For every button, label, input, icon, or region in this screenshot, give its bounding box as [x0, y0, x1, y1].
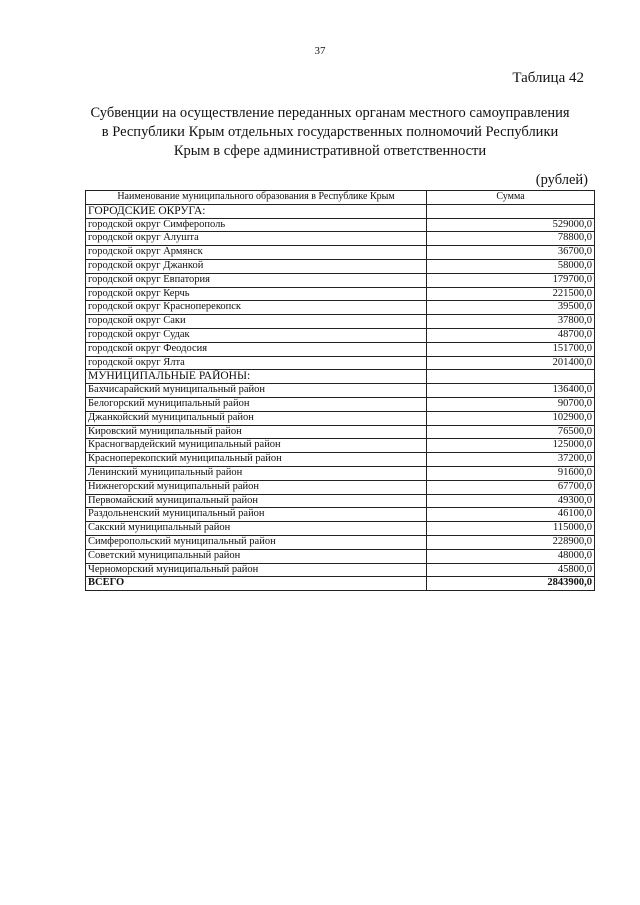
- table-row: [86, 315, 595, 329]
- title-line: Субвенции на осуществление переданных органам местного самоуправления: [90, 105, 570, 121]
- row-name: Кировский муниципальный район: [86, 425, 427, 439]
- row-amount: 115000,0: [427, 522, 595, 536]
- row-amount: 102900,0: [427, 411, 595, 425]
- table-row: [86, 384, 595, 398]
- row-name: Сакский муниципальный район: [86, 522, 427, 536]
- table-row: [86, 411, 595, 425]
- table-row: [86, 439, 595, 453]
- row-amount: 45800,0: [427, 563, 595, 577]
- table-row: [86, 232, 595, 246]
- row-name: Ленинский муниципальный район: [86, 466, 427, 480]
- row-amount: 49300,0: [427, 494, 595, 508]
- table-row: [86, 328, 595, 342]
- table-row: [86, 522, 595, 536]
- table-row: [86, 494, 595, 508]
- total-row: [86, 577, 595, 591]
- table-row: [86, 549, 595, 563]
- row-amount: 48700,0: [427, 328, 595, 342]
- units-label: (рублей): [535, 172, 588, 188]
- row-name: городской округ Красноперекопск: [86, 301, 427, 315]
- title-line: Крым в сфере административной ответственности: [173, 143, 487, 159]
- row-name: городской округ Ялта: [86, 356, 427, 370]
- row-name: Раздольненский муниципальный район: [86, 508, 427, 522]
- table-row: [86, 259, 595, 273]
- table-row: [86, 563, 595, 577]
- row-name: Красноперекопский муниципальный район: [86, 453, 427, 467]
- row-name: Нижнегорский муниципальный район: [86, 480, 427, 494]
- section-label: ГОРОДСКИЕ ОКРУГА:: [86, 204, 427, 218]
- table-header-row: [86, 191, 595, 205]
- table-label: Таблица 42: [512, 70, 584, 86]
- section-row-districts: [86, 370, 595, 384]
- row-name: городской округ Алушта: [86, 232, 427, 246]
- table-row: [86, 453, 595, 467]
- table-row: [86, 246, 595, 260]
- row-amount: 221500,0: [427, 287, 595, 301]
- row-name: ВСЕГО: [86, 577, 427, 591]
- row-name: Симферопольский муниципальный район: [86, 535, 427, 549]
- table-row: [86, 480, 595, 494]
- row-amount: 39500,0: [427, 301, 595, 315]
- row-amount: 37800,0: [427, 315, 595, 329]
- table-row: [86, 535, 595, 549]
- row-name: городской округ Саки: [86, 315, 427, 329]
- row-amount: 228900,0: [427, 535, 595, 549]
- table-row: [86, 356, 595, 370]
- row-name: Белогорский муниципальный район: [86, 397, 427, 411]
- row-name: Черноморский муниципальный район: [86, 563, 427, 577]
- header-name: Наименование муниципального образования в Республике Крым: [86, 191, 427, 205]
- title-line: в Республики Крым отдельных государственных полномочий Республики: [101, 124, 559, 140]
- table-row: [86, 287, 595, 301]
- table-row: [86, 425, 595, 439]
- table-row: [86, 218, 595, 232]
- row-amount: 136400,0: [427, 384, 595, 398]
- row-amount: 58000,0: [427, 259, 595, 273]
- section-empty-cell: [427, 370, 595, 384]
- row-amount: 90700,0: [427, 397, 595, 411]
- row-amount: 48000,0: [427, 549, 595, 563]
- table-row: [86, 397, 595, 411]
- row-amount: 529000,0: [427, 218, 595, 232]
- document-title: [70, 104, 590, 161]
- row-name: Бахчисарайский муниципальный район: [86, 384, 427, 398]
- row-amount: 78800,0: [427, 232, 595, 246]
- row-amount: 151700,0: [427, 342, 595, 356]
- row-amount: 201400,0: [427, 356, 595, 370]
- row-name: Джанкойский муниципальный район: [86, 411, 427, 425]
- row-amount: 125000,0: [427, 439, 595, 453]
- subsidy-table: [85, 190, 595, 591]
- table-body: [86, 204, 595, 590]
- section-row-urban: [86, 204, 595, 218]
- row-name: Советский муниципальный район: [86, 549, 427, 563]
- section-empty-cell: [427, 204, 595, 218]
- row-amount: 2843900,0: [427, 577, 595, 591]
- header-sum: Сумма: [427, 191, 595, 205]
- row-name: городской округ Феодосия: [86, 342, 427, 356]
- table-row: [86, 301, 595, 315]
- row-name: городской округ Армянск: [86, 246, 427, 260]
- row-name: городской округ Джанкой: [86, 259, 427, 273]
- table-row: [86, 466, 595, 480]
- table-row: [86, 342, 595, 356]
- table-row: [86, 508, 595, 522]
- page-number: 37: [314, 45, 326, 57]
- row-name: городской округ Керчь: [86, 287, 427, 301]
- row-name: городской округ Судак: [86, 328, 427, 342]
- row-amount: 76500,0: [427, 425, 595, 439]
- row-name: Первомайский муниципальный район: [86, 494, 427, 508]
- section-label: МУНИЦИПАЛЬНЫЕ РАЙОНЫ:: [86, 370, 427, 384]
- row-amount: 179700,0: [427, 273, 595, 287]
- row-name: Красногвардейский муниципальный район: [86, 439, 427, 453]
- row-amount: 36700,0: [427, 246, 595, 260]
- table-row: [86, 273, 595, 287]
- row-name: городской округ Симферополь: [86, 218, 427, 232]
- row-amount: 37200,0: [427, 453, 595, 467]
- row-name: городской округ Евпатория: [86, 273, 427, 287]
- row-amount: 67700,0: [427, 480, 595, 494]
- row-amount: 91600,0: [427, 466, 595, 480]
- row-amount: 46100,0: [427, 508, 595, 522]
